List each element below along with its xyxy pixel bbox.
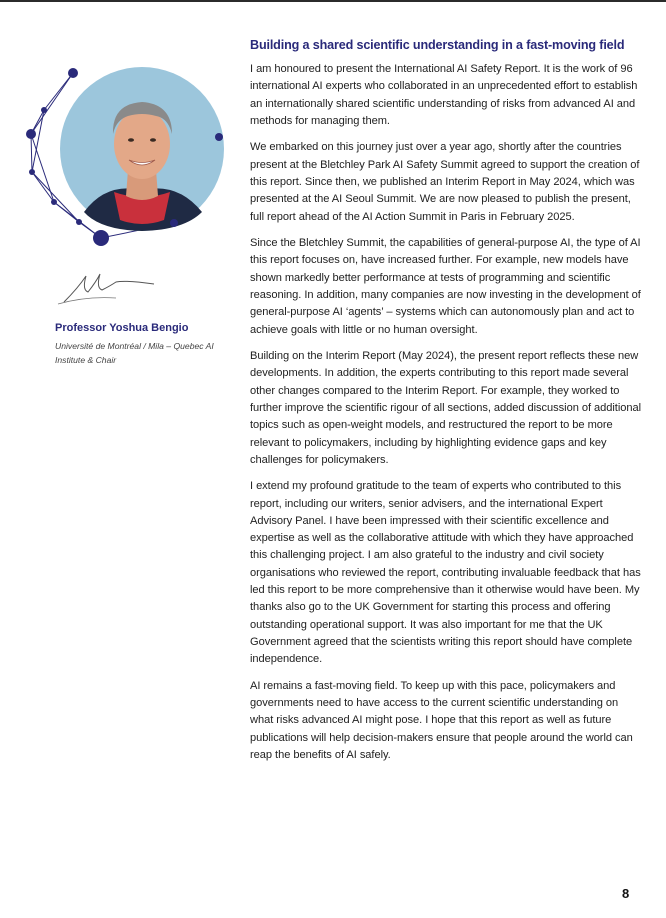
author-name: Professor Yoshua Bengio bbox=[55, 322, 189, 334]
paragraph: Since the Bletchley Summit, the capabilities of general-purpose AI, the type of AI this report focuses on, have increased further. For example, new models have shown markedly better performance at tests of programming and scientific reasoning. In addition, many companies are now investing in the development of general-purpose AI ‘agents’ – systems which can autonomously plan and act to achieve goals with little or no human oversight. bbox=[250, 237, 641, 336]
paragraph: AI remains a fast-moving field. To keep up with this pace, policymakers and governments need to have access to the current scientific understanding on what risks advanced AI might pose. I hope that this report as well as future publications will help decision-makers ensure that people around the world can reap the benefits of AI safely. bbox=[250, 679, 633, 761]
section-heading: Building a shared scientific understanding in a fast-moving field bbox=[250, 38, 625, 52]
network-graphic bbox=[14, 52, 234, 262]
paragraph: I am honoured to present the International AI Safety Report. It is the work of 96 international AI experts who collaborated in an unprecedented effort to establish an internationally shared scientific understanding of risks from advanced AI and methods for managing them. bbox=[250, 63, 638, 127]
page-number: 8 bbox=[622, 886, 630, 901]
top-rule bbox=[0, 0, 666, 2]
author-affiliation: Université de Montréal / Mila – Quebec AI Institute & Chair bbox=[55, 341, 214, 365]
foreword-content bbox=[250, 38, 642, 773]
author-portrait bbox=[14, 52, 234, 262]
signature-image bbox=[56, 268, 166, 308]
paragraph: I extend my profound gratitude to the team of experts who contributed to this report, including our writers, senior advisers, and the international Expert Advisory Panel. I have been impressed with their scientific excellence and expertise as well as the collaborative attitude with which they have approached this challenging project. I am also grateful to the industry and civil society organisations who reviewed the report, contributing invaluable feedback that has led this report to be more comprehensive than it otherwise would have been. My thanks also go to the UK Government for starting this process and offering outstanding operational support. It was also important for me that the UK Government agreed that the scientists writing this report should have complete independence. bbox=[250, 480, 641, 666]
paragraph: Building on the Interim Report (May 2024), the present report reflects these new developments. In addition, the experts contributing to this report made several other changes compared to the Interim Report. For example, they worked to further improve the scientific rigour of all sections, added discussion of additional topics such as open-weight models, and restructured the report to be more relevant to policymakers, including by highlighting evidence gaps and key challenges for policymakers. bbox=[250, 350, 642, 466]
paragraph: We embarked on this journey just over a year ago, shortly after the countries present at the Bletchley Park AI Safety Summit agreed to support the creation of this report. Since then, we published an Interim Report in May 2024, which was presented at the AI Seoul Summit. We are now pleased to publish the present, full report ahead of the AI Action Summit in Paris in February 2025. bbox=[250, 141, 640, 223]
